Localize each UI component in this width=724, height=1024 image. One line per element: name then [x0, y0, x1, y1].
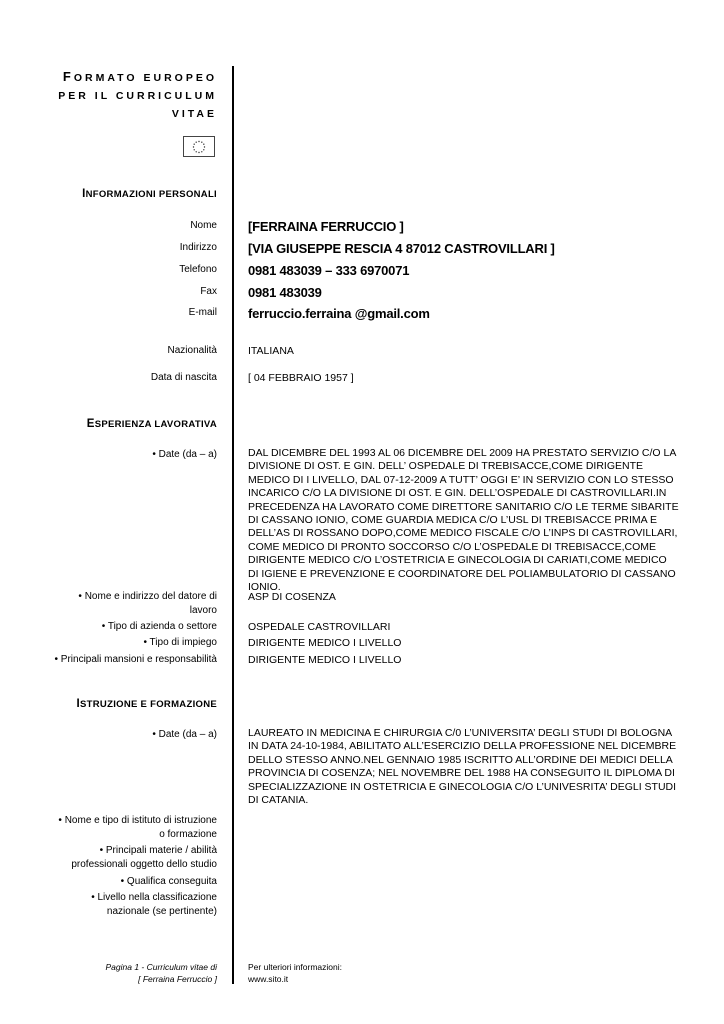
footer-website-link[interactable]: www.sito.it: [248, 974, 289, 984]
birth-date-value: [ 04 FEBBRAIO 1957 ]: [248, 372, 354, 384]
nationality-label: Nazionalità: [167, 345, 217, 356]
institute-label: • Nome e tipo di istituto di istruzione o formazione: [58, 815, 217, 840]
fax-label: Fax: [200, 286, 217, 297]
sector-value: OSPEDALE CASTROVILLARI: [248, 621, 391, 633]
birth-date-label: Data di nascita: [150, 372, 217, 383]
eu-flag-icon: [183, 136, 215, 157]
cv-format-title: [17, 68, 217, 123]
column-divider: [232, 66, 234, 984]
title-line-2: PER IL CURRICULUM: [58, 90, 217, 102]
experience-dates-label: • Date (da – a): [152, 449, 217, 460]
employer-value: ASP DI COSENZA: [248, 591, 336, 603]
duties-value: DIRIGENTE MEDICO I LIVELLO: [248, 654, 402, 666]
footer-page-info: Pagina 1 - Curriculum vitae di [ Ferraina Ferruccio ]: [105, 962, 217, 984]
footer-more-info: Per ulteriori informazioni: www.sito.it: [248, 962, 343, 984]
nationality-value: ITALIANA: [248, 345, 294, 357]
experience-dates-text: DAL DICEMBRE DEL 1993 AL 06 DICEMBRE DEL 2009 HA PRESTATO SERVIZIO C/O LA DIVISIONE DI OST. E GIN. DELL’ OSPEDALE DI TREBISACCE,COME DIRIGENTE MEDICO DI I LIVELLO, DAL 07-12-2009 A TUTT’ OGGI E’ IN SERVIZIO CON LO STESSO INCARICO C/O LA DIVISIONE DI OST. E GIN. DELL’OSPEDALE DI CASTROVILLARI.IN PRECEDENZA HA LAVORATO COME DIRETTORE SANITARIO C/O LE TERME SIBARITE DI CASSANO IONIO, COME GUARDIA MEDICA C/O L’USL DI TREBISACCE PRIMA E DELL’AS DI ROSSANO DOPO,COME MEDICO FISCALE C/O L’INPS DI CASTROVILLARI, COME MEDICO DI PRONTO SOCCORSO C/O L’OSPEDALE DI TREBISACCE,COME DIRIGENTE MEDICO C/O L’OSTETRICIA E GINECOLOGIA DI CARIATI,COME MEDICO DI IGIENE E PREVENZIONE E COORDINATORE DEL POLIAMBULATORIO DI CASSANO IONIO.: [248, 447, 679, 594]
phone-label: Telefono: [179, 264, 217, 275]
subjects-label: • Principali materie / abilità professionali oggetto dello studio: [71, 845, 217, 870]
section-personal-info: INFORMAZIONI PERSONALI: [82, 188, 217, 200]
education-dates-label: • Date (da – a): [152, 729, 217, 740]
section-education: ISTRUZIONE E FORMAZIONE: [76, 698, 217, 710]
duties-label: • Principali mansioni e responsabilità: [54, 654, 217, 665]
name-value: [FERRAINA FERRUCCIO ]: [248, 219, 404, 234]
phone-value: 0981 483039 – 333 6970071: [248, 263, 410, 278]
job-type-label: • Tipo di impiego: [143, 637, 217, 648]
section-work-experience: ESPERIENZA LAVORATIVA: [86, 418, 217, 430]
fax-value: 0981 483039: [248, 285, 322, 300]
title-line-1: FORMATO EUROPEO: [62, 69, 217, 84]
name-label: Nome: [190, 220, 217, 231]
qualification-label: • Qualifica conseguita: [120, 876, 217, 887]
employer-label: • Nome e indirizzo del datore di lavoro: [78, 591, 217, 616]
email-value[interactable]: ferruccio.ferraina @gmail.com: [248, 306, 430, 321]
job-type-value: DIRIGENTE MEDICO I LIVELLO: [248, 637, 402, 649]
education-dates-text: LAUREATO IN MEDICINA E CHIRURGIA C/0 L’UNIVERSITA’ DEGLI STUDI DI BOLOGNA IN DATA 24-10-1984, ABILITATO ALL’ESERCIZIO DELLA PROFESSIONE NEL DICEMBRE DELLO STESSO ANNO.NEL GENNAIO 1985 ISCRITTO ALL’ORDINE DEI MEDICI DELLA PROVINCIA DI COSENZA; NEL NOVEMBRE DEL 1988 HA CONSEGUITO IL DIPLOMA DI SPECIALIZZAZIONE IN OSTETRICIA E GINECOLOGIA C/O L’UNIVESRITA’ DEGLI STUDI DI CATANIA.: [248, 727, 677, 807]
sector-label: • Tipo di azienda o settore: [101, 621, 217, 632]
level-label: • Livello nella classificazione nazionale (se pertinente): [91, 892, 217, 917]
title-line-3: VITAE: [171, 108, 217, 120]
address-label: Indirizzo: [179, 242, 217, 253]
address-value: [VIA GIUSEPPE RESCIA 4 87012 CASTROVILLARI ]: [248, 241, 555, 256]
email-label: E-mail: [188, 307, 217, 318]
